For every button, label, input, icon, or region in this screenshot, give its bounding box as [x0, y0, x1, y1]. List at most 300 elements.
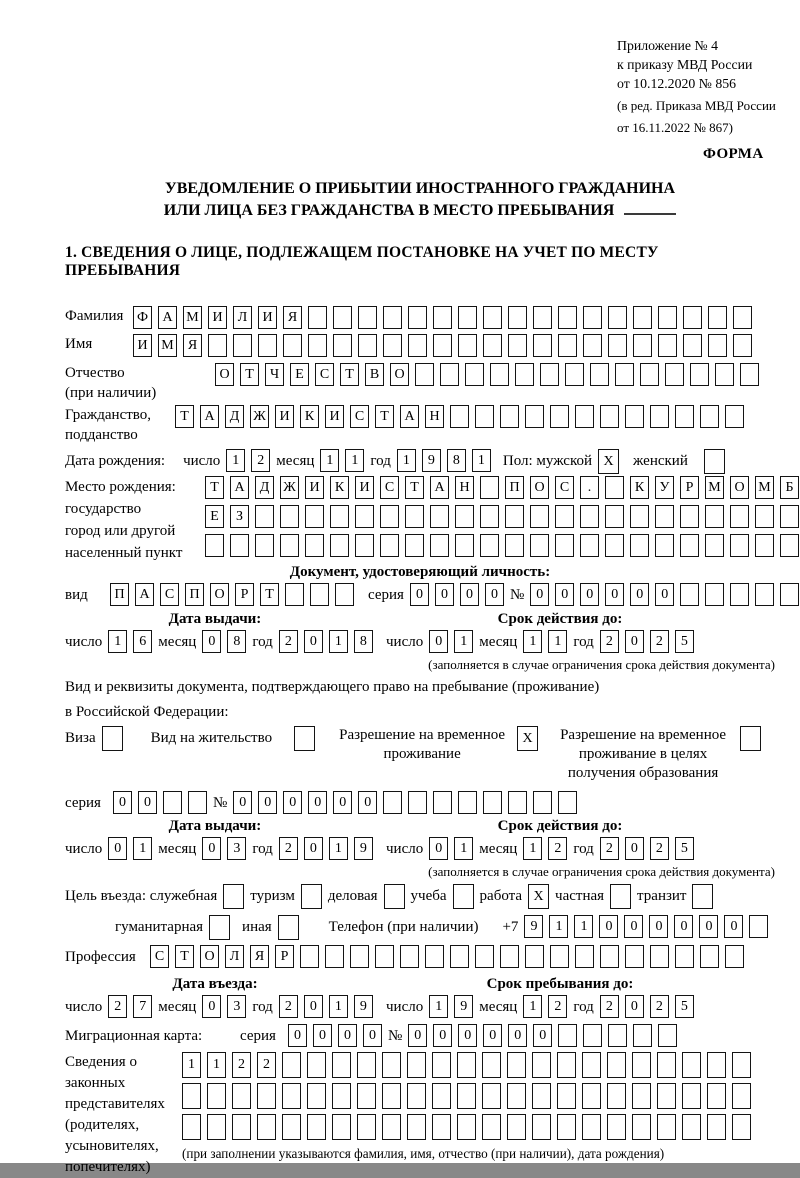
birthplace-cells-row1 [205, 476, 799, 499]
mig-series-cells-0: 0 [288, 1024, 307, 1047]
temp-residence-checkbox [517, 726, 538, 751]
birthplace-cells-row3 [205, 534, 799, 557]
birthplace-cells-row1-16 [605, 476, 624, 499]
citizenship-cells-7: С [350, 405, 369, 428]
guardians-cells-row1-18 [632, 1052, 651, 1078]
humanitarian-phone-row [65, 915, 775, 940]
guardians-cells-row1-9 [407, 1052, 426, 1078]
form-title [65, 178, 775, 222]
iddoc-header: Документ, удостоверяющий личность: [289, 564, 551, 580]
guardians-cells-row3-4 [282, 1114, 301, 1140]
permit-valid-year-cells-0: 2 [600, 837, 619, 860]
surname-cells-2: М [183, 306, 202, 329]
guardians-cells-row2-17 [607, 1083, 626, 1109]
name-cells-12 [433, 334, 452, 357]
section1-heading: 1. СВЕДЕНИЯ О ЛИЦЕ, ПОДЛЕЖАЩЕМ ПОСТАНОВКЕ НА УЧЕТ ПО МЕСТУ ПРЕБЫВАНИЯ [65, 244, 659, 279]
phone-cells-6: 0 [674, 915, 693, 938]
other-purpose-label: иная [242, 919, 272, 935]
guardians-cells-row1-1: 1 [207, 1052, 226, 1078]
name-cells [133, 334, 752, 357]
profession-row [65, 945, 775, 970]
birth-day-cells [226, 449, 270, 472]
other-purpose-checkbox [278, 915, 299, 940]
permit-text-line2: в Российской Федерации: [65, 704, 229, 720]
form-title-line1: УВЕДОМЛЕНИЕ О ПРИБЫТИИ ИНОСТРАННОГО ГРАЖДАНИНА [164, 180, 676, 197]
guardians-cells-row3-18 [632, 1114, 651, 1140]
patronymic-cells-3: Е [290, 363, 309, 386]
iddoc-issue-year-cells [279, 630, 373, 653]
entry-year-cells-3: 9 [354, 995, 373, 1018]
iddoc-number-label: № [509, 587, 525, 603]
tourism-checkbox-0 [301, 884, 322, 909]
permit-series-label: серия [65, 795, 101, 811]
permit-issue-year-cells-0: 2 [279, 837, 298, 860]
guardians-cells-row3 [182, 1114, 751, 1140]
profession-cells [150, 945, 744, 968]
entry-dates-header [65, 976, 775, 993]
profession-label: Профессия [65, 949, 136, 965]
visa-checkbox-0 [102, 726, 123, 751]
citizenship-cells-21 [700, 405, 719, 428]
surname-cells-19 [608, 306, 627, 329]
citizenship-cells-8: Т [375, 405, 394, 428]
profession-cells-21 [675, 945, 694, 968]
guardians-cells-row2-14 [532, 1083, 551, 1109]
birthplace-cells-row3-0 [205, 534, 224, 557]
name-cells-2: Я [183, 334, 202, 357]
guardians-cells-row2-2 [232, 1083, 251, 1109]
iddoc-kind-cells-2: С [160, 583, 179, 606]
birthplace-cells-row3-20 [705, 534, 724, 557]
iddoc-issue-month-cells [202, 630, 246, 653]
profession-cells-22 [700, 945, 719, 968]
iddoc-number-cells-9 [755, 583, 774, 606]
birthplace-cells-row2-3 [280, 505, 299, 528]
transit-checkbox [692, 884, 713, 909]
patronymic-cells-8 [415, 363, 434, 386]
iddoc-valid-month-cells-1: 1 [548, 630, 567, 653]
iddoc-kind-cells-5: Р [235, 583, 254, 606]
mig-number-cells-2: 0 [458, 1024, 477, 1047]
mig-number-cells-8 [608, 1024, 627, 1047]
guardians-cells-row3-14 [532, 1114, 551, 1140]
birthplace-cells-row3-6 [355, 534, 374, 557]
stay-month-cells-1: 2 [548, 995, 567, 1018]
permit-issue-day-cells-1: 1 [133, 837, 152, 860]
patronymic-cells-11 [490, 363, 509, 386]
entry-year-cells [279, 995, 373, 1018]
citizenship-cells-1: А [200, 405, 219, 428]
phone-cells-9 [749, 915, 768, 938]
permit-valid-day-cells-1: 1 [454, 837, 473, 860]
iddoc-dates-header [65, 611, 775, 628]
birthplace-cells-row3-3 [280, 534, 299, 557]
stay-until-date: число 1 9 месяц 1 2 год 2 0 2 5 [380, 995, 694, 1020]
birth-year-cells-1: 9 [422, 449, 441, 472]
birthplace-label: Место рождения: государство город или другой населенный пункт [65, 479, 183, 561]
entry-month-cells-0: 0 [202, 995, 221, 1018]
birthplace-cells-row1-3: Ж [280, 476, 299, 499]
citizenship-cells-18 [625, 405, 644, 428]
birthplace-cells-row3-8 [405, 534, 424, 557]
permit-number-cells-11 [508, 791, 527, 814]
birthdate-row [65, 449, 775, 474]
permit-issue-month-cells-0: 0 [202, 837, 221, 860]
guardians-cells-row3-11 [457, 1114, 476, 1140]
profession-cells-15 [525, 945, 544, 968]
phone-cells-7: 0 [699, 915, 718, 938]
guardians-cells-row3-9 [407, 1114, 426, 1140]
transit-checkbox-0 [692, 884, 713, 909]
humanitarian-checkbox [209, 915, 230, 940]
permit-series-cells-1: 0 [138, 791, 157, 814]
guardians-cells-row3-10 [432, 1114, 451, 1140]
profession-cells-3: Л [225, 945, 244, 968]
permit-valid-year-cells-3: 5 [675, 837, 694, 860]
permit-valid-header: Срок действия до: [497, 818, 623, 834]
citizenship-cells-6: И [325, 405, 344, 428]
birthplace-cells-row3-2 [255, 534, 274, 557]
name-cells-17 [558, 334, 577, 357]
guardians-cells-row3-17 [607, 1114, 626, 1140]
permit-issue-year-cells-2: 1 [329, 837, 348, 860]
iddoc-kind-cells-9 [335, 583, 354, 606]
birthplace-cells-row3-5 [330, 534, 349, 557]
profession-cells-17 [575, 945, 594, 968]
purpose-row [65, 884, 775, 909]
name-cells-3 [208, 334, 227, 357]
permit-valid-month-cells [523, 837, 567, 860]
iddoc-valid-month-cells-0: 1 [523, 630, 542, 653]
patronymic-cells-14 [565, 363, 584, 386]
profession-cells-12 [450, 945, 469, 968]
entry-year-cells-2: 1 [329, 995, 348, 1018]
permit-number-cells-10 [483, 791, 502, 814]
iddoc-valid-year-cells [600, 630, 694, 653]
birth-year-cells-3: 1 [472, 449, 491, 472]
iddoc-kind-label: вид [65, 587, 88, 603]
surname-cells-5: И [258, 306, 277, 329]
citizenship-cells-17 [600, 405, 619, 428]
permit-issue-day-cells-0: 0 [108, 837, 127, 860]
birth-year-cells-0: 1 [397, 449, 416, 472]
iddoc-issue-year-cells-2: 1 [329, 630, 348, 653]
private-checkbox [610, 884, 631, 909]
permit-issue-month-cells [202, 837, 246, 860]
permit-number-cells-1: 0 [258, 791, 277, 814]
iddoc-number-cells-10 [780, 583, 799, 606]
mig-number-cells-9 [633, 1024, 652, 1047]
profession-cells-4: Я [250, 945, 269, 968]
entry-dates-row [65, 995, 775, 1020]
transit-label: транзит [637, 888, 687, 904]
guardians-cells-row1-7 [357, 1052, 376, 1078]
birthplace-cells-row3-12 [505, 534, 524, 557]
iddoc-number-cells-3: 0 [605, 583, 624, 606]
birthplace-cell-rows [205, 476, 799, 563]
permit-number-cells-4: 0 [333, 791, 352, 814]
permit-number-cells-0: 0 [233, 791, 252, 814]
name-cells-19 [608, 334, 627, 357]
birth-month-cells-0: 1 [320, 449, 339, 472]
guardians-cells-row3-20 [682, 1114, 701, 1140]
birthplace-cells-row3-11 [480, 534, 499, 557]
permit-number-cells-12 [533, 791, 552, 814]
stay-day-cells-0: 1 [429, 995, 448, 1018]
permit-valid-year-cells [600, 837, 694, 860]
permit-number-cells-8 [433, 791, 452, 814]
residence-permit-checkbox-0 [294, 726, 315, 751]
birthplace-cells-row1-22: М [755, 476, 774, 499]
name-cells-23 [708, 334, 727, 357]
citizenship-cells-5: К [300, 405, 319, 428]
permit-valid-day-cells-0: 0 [429, 837, 448, 860]
mig-number-label: № [387, 1028, 403, 1044]
work-label: работа [479, 888, 523, 904]
sex-female-checkbox [704, 449, 725, 474]
surname-cells-7 [308, 306, 327, 329]
guardians-label: Сведения о законных представителях (родителях, усыновителях, попечителях) [65, 1054, 165, 1175]
iddoc-number-cells [530, 583, 799, 606]
iddoc-valid-day-cells [429, 630, 473, 653]
stay-year-cells-0: 2 [600, 995, 619, 1018]
guardians-cells-row1-2: 2 [232, 1052, 251, 1078]
birthplace-cells-row2-16 [605, 505, 624, 528]
mig-number-cells-10 [658, 1024, 677, 1047]
mig-number-cells-6 [558, 1024, 577, 1047]
guardians-cells-row2-22 [732, 1083, 751, 1109]
permit-dates-row [65, 837, 775, 862]
patronymic-cells-19 [690, 363, 709, 386]
guardians-cells-row2-3 [257, 1083, 276, 1109]
citizenship-cells [175, 405, 744, 428]
humanitarian-label: гуманитарная [115, 919, 204, 935]
birthplace-cells-row3-19 [680, 534, 699, 557]
sex-male-checkbox-0: X [598, 449, 619, 474]
profession-cells-10 [400, 945, 419, 968]
birthplace-cells-row1-12: П [505, 476, 524, 499]
iddoc-kind-row [65, 583, 775, 608]
study-label: учеба [410, 888, 447, 904]
iddoc-valid-year-cells-2: 2 [650, 630, 669, 653]
title-blank-underline [624, 201, 676, 215]
citizenship-cells-16 [575, 405, 594, 428]
tourism-checkbox [301, 884, 322, 909]
iddoc-valid-month-cells [523, 630, 567, 653]
birthplace-cells-row1-19: Р [680, 476, 699, 499]
entry-year-cells-1: 0 [304, 995, 323, 1018]
temp-residence-edu-checkbox-0 [740, 726, 761, 751]
name-cells-0: И [133, 334, 152, 357]
guardians-cells-row1-22 [732, 1052, 751, 1078]
iddoc-number-cells-7 [705, 583, 724, 606]
name-cells-14 [483, 334, 502, 357]
iddoc-kind-cells-6: Т [260, 583, 279, 606]
guardians-cells-row2-4 [282, 1083, 301, 1109]
surname-cells-21 [658, 306, 677, 329]
citizenship-cells-12 [475, 405, 494, 428]
iddoc-number-cells-1: 0 [555, 583, 574, 606]
tourism-label: туризм [250, 888, 295, 904]
permit-series-cells-0: 0 [113, 791, 132, 814]
profession-cells-7 [325, 945, 344, 968]
stay-year-cells-1: 0 [625, 995, 644, 1018]
guardians-cells-row3-16 [582, 1114, 601, 1140]
patronymic-cells-4: С [315, 363, 334, 386]
profession-cells-14 [500, 945, 519, 968]
guardians-cells-row3-0 [182, 1114, 201, 1140]
guardians-cells-row2-20 [682, 1083, 701, 1109]
guardians-cells-row2-12 [482, 1083, 501, 1109]
permit-valid-year-cells-1: 0 [625, 837, 644, 860]
stay-day-cells [429, 995, 473, 1018]
surname-cells-13 [458, 306, 477, 329]
permit-text-line1: Вид и реквизиты документа, подтверждающего право на пребывание (проживание) [65, 679, 600, 695]
birthplace-cells-row2-18 [655, 505, 674, 528]
mig-number-cells-3: 0 [483, 1024, 502, 1047]
mig-series-cells-3: 0 [363, 1024, 382, 1047]
business-label: деловая [327, 888, 378, 904]
birthplace-cells-row1-15: . [580, 476, 599, 499]
birthplace-cells-row3-9 [430, 534, 449, 557]
guardians-cells-row3-12 [482, 1114, 501, 1140]
birthplace-cells-row3-17 [630, 534, 649, 557]
surname-cells-14 [483, 306, 502, 329]
phone-cells-4: 0 [624, 915, 643, 938]
permit-valid-month-cells-0: 1 [523, 837, 542, 860]
citizenship-cells-2: Д [225, 405, 244, 428]
guardians-cells-row2-18 [632, 1083, 651, 1109]
visa-checkbox [102, 726, 123, 751]
surname-cells-16 [533, 306, 552, 329]
permit-series-cells-3 [188, 791, 207, 814]
guardians-cells-row3-15 [557, 1114, 576, 1140]
name-cells-21 [658, 334, 677, 357]
iddoc-valid-date: число 0 1 месяц 1 1 год 2 0 2 5 [380, 630, 694, 655]
profession-cells-0: С [150, 945, 169, 968]
iddoc-series-cells-3: 0 [485, 583, 504, 606]
patronymic-label: Отчество (при наличии) [65, 365, 157, 401]
profession-cells-2: О [200, 945, 219, 968]
mig-series-cells-1: 0 [313, 1024, 332, 1047]
birthplace-cells-row2-2 [255, 505, 274, 528]
permit-number-cells-13 [558, 791, 577, 814]
profession-cells-18 [600, 945, 619, 968]
mig-series-cells [288, 1024, 382, 1047]
stay-month-cells-0: 1 [523, 995, 542, 1018]
iddoc-kind-cells-7 [285, 583, 304, 606]
guardians-cells-row1-11 [457, 1052, 476, 1078]
residence-permit-label: Вид на жительство [150, 730, 273, 746]
patronymic-row [65, 363, 775, 405]
guardians-cells-row2-1 [207, 1083, 226, 1109]
profession-cells-8 [350, 945, 369, 968]
guardians-cells-row2-0 [182, 1083, 201, 1109]
humanitarian-checkbox-0 [209, 915, 230, 940]
guardians-cells-row2-6 [332, 1083, 351, 1109]
name-cells-1: М [158, 334, 177, 357]
surname-cells-17 [558, 306, 577, 329]
surname-cells-4: Л [233, 306, 252, 329]
birthplace-cells-row2-8 [405, 505, 424, 528]
birth-day-cells-1: 2 [251, 449, 270, 472]
birthplace-cells-row2-23 [780, 505, 799, 528]
birthplace-cells-row1-23: Б [780, 476, 799, 499]
birthplace-row [65, 476, 794, 564]
patronymic-cells-12 [515, 363, 534, 386]
guardians-cells-row2-11 [457, 1083, 476, 1109]
name-cells-16 [533, 334, 552, 357]
guardians-cells-row2-8 [382, 1083, 401, 1109]
guardians-cells-row2-13 [507, 1083, 526, 1109]
guardians-cells-row1-10 [432, 1052, 451, 1078]
birth-month-cells-1: 1 [345, 449, 364, 472]
birthplace-cells-row1-11 [480, 476, 499, 499]
residence-permit-checkbox [294, 726, 315, 751]
citizenship-cells-9: А [400, 405, 419, 428]
phone-cells-2: 1 [574, 915, 593, 938]
citizenship-cells-0: Т [175, 405, 194, 428]
private-checkbox-0 [610, 884, 631, 909]
surname-cells-22 [683, 306, 702, 329]
birthplace-cells-row1-4: И [305, 476, 324, 499]
entry-day-cells-0: 2 [108, 995, 127, 1018]
birthplace-cells-row1-20: М [705, 476, 724, 499]
guardians-cells-row3-21 [707, 1114, 726, 1140]
mig-number-cells-4: 0 [508, 1024, 527, 1047]
patronymic-cells-1: Т [240, 363, 259, 386]
sex-female-label: женский [633, 453, 688, 469]
iddoc-number-cells-2: 0 [580, 583, 599, 606]
name-label: Имя [65, 336, 93, 352]
birthplace-cells-row1-21: О [730, 476, 749, 499]
birthplace-cells-row1-7: С [380, 476, 399, 499]
permit-issue-month-cells-1: 3 [227, 837, 246, 860]
stay-year-cells [600, 995, 694, 1018]
mig-number-cells-1: 0 [433, 1024, 452, 1047]
permit-number-cells-6 [383, 791, 402, 814]
profession-cells-1: Т [175, 945, 194, 968]
guardians-cell-rows [182, 1052, 751, 1162]
visa-label: Виза [65, 730, 96, 746]
permit-number-cells-7 [408, 791, 427, 814]
birth-day-cells-0: 1 [226, 449, 245, 472]
guardians-cells-row2-9 [407, 1083, 426, 1109]
surname-cells-18 [583, 306, 602, 329]
iddoc-number-cells-8 [730, 583, 749, 606]
iddoc-valid-year-cells-0: 2 [600, 630, 619, 653]
private-label: частная [555, 888, 605, 904]
iddoc-kind-cells [110, 583, 354, 606]
patronymic-cells-0: О [215, 363, 234, 386]
citizenship-cells-15 [550, 405, 569, 428]
patronymic-cells-15 [590, 363, 609, 386]
guardians-note: (при заполнении указываются фамилия, имя, отчество (при наличии), дата рождения) [182, 1146, 665, 1161]
guardians-cells-row3-6 [332, 1114, 351, 1140]
stay-month-cells [523, 995, 567, 1018]
name-cells-8 [333, 334, 352, 357]
surname-cells [133, 306, 752, 329]
guardians-cells-row3-13 [507, 1114, 526, 1140]
appendix-note-line: (в ред. Приказа МВД России [617, 98, 776, 114]
surname-cells-8 [333, 306, 352, 329]
iddoc-issue-day-cells-0: 1 [108, 630, 127, 653]
guardians-cells-row2 [182, 1083, 751, 1109]
birthplace-cells-row2-19 [680, 505, 699, 528]
entry-year-cells-0: 2 [279, 995, 298, 1018]
patronymic-cells-18 [665, 363, 684, 386]
iddoc-valid-header: Срок действия до: [497, 611, 623, 627]
